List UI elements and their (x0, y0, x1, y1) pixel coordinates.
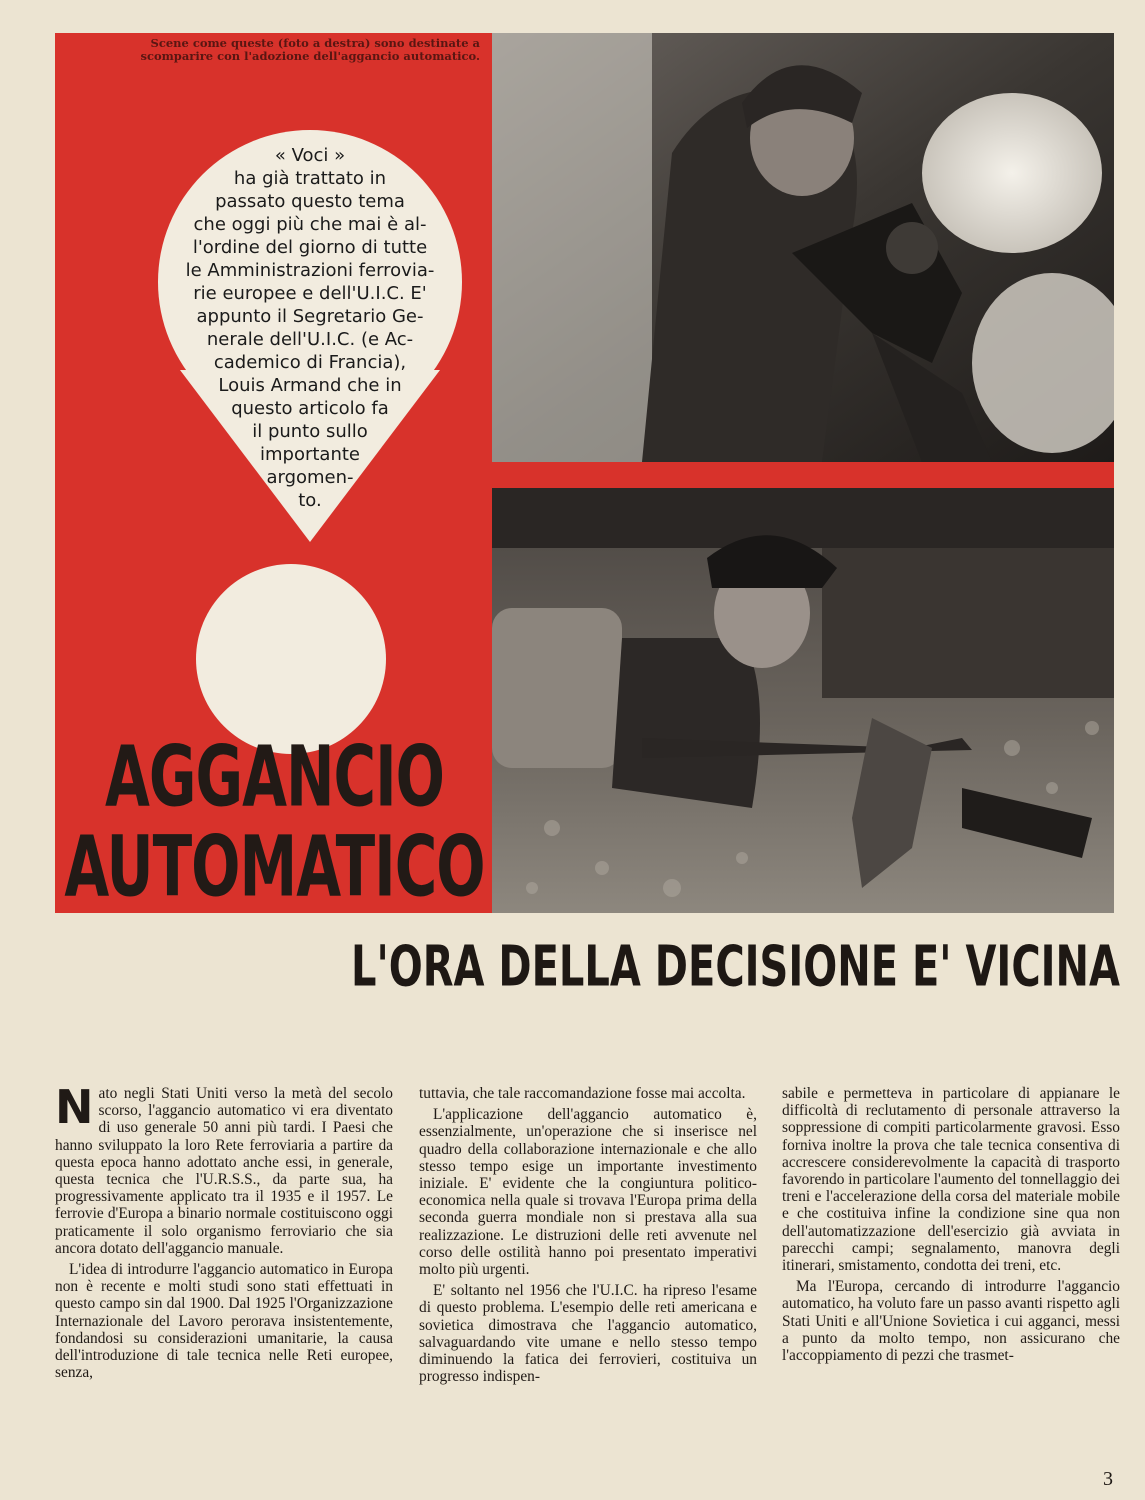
article-column-2 (419, 1085, 757, 1389)
exclamation-dot (196, 564, 386, 754)
page-number: 3 (1103, 1468, 1113, 1490)
article-column-3 (782, 1085, 1120, 1368)
photo-caption: Scene come queste (foto a destra) sono destinate a scomparire con l'adozione dell'aggancio automatico. (140, 36, 480, 63)
article-body (55, 1080, 1120, 1470)
intro-text: « Voci » ha già trattato in passato questo tema che oggi più che mai è al- l'ordine del giorno di tutte le Amministrazioni ferrovia- rie europee e dell'U.I.C. E' appunto il Segretario Ge- nerale dell'U.I.C. (e Ac- cademico di Francia), Louis Armand che in questo articolo fa il punto sullo importante argomen- to. (185, 145, 435, 511)
photo-worker-snow (492, 33, 1114, 462)
paragraph: Ma l'Europa, cercando di introdurre l'aggancio automatico, ha voluto fare un passo avanti rispetto agli Stati Uniti e all'Unione Sovietica i cui agganci, messi a punto da molto tempo, non assicurano che l'accoppiamento di pezzi che trasmet- (782, 1278, 1120, 1365)
paragraph: sabile e permetteva in particolare di appianare le difficoltà di reclutamento di personale attraverso la soppressione di compiti particolarmente gravosi. Esso forniva inoltre la prova che tale tecnica consentiva di accrescere considerevolmente la capacità di trasporto favorendo in particolare l'aumento del tonnellaggio dei treni e l'accelerazione della corsa del materiale mobile e che costituiva infine la condizione sine qua non dell'automatizzazione dell'esercizio già avviata in parecchi campi; segnalamento, manovra degli itinerari, smistamento, condotta dei treni, etc. (782, 1085, 1120, 1275)
headline-line-1: AGGANCIO (105, 727, 444, 826)
photo-railwayman (492, 488, 1114, 913)
drop-cap: N (55, 1080, 94, 1134)
paragraph: L'idea di introdurre l'aggancio automatico in Europa non è recente e molti studi sono stati effettuati in questo campo sin dal 1900. Dal 1925 l'Organizzazione Internazionale del Lavoro perorava insistentemente, fondandosi su considerazioni umanitarie, la causa dell'introduzione di tale tecnica nelle Reti europee, senza, (55, 1261, 393, 1382)
red-divider-strip (490, 462, 1114, 488)
subheadline: L'ORA DELLA DECISIONE E' VICINA (350, 935, 1120, 1000)
paragraph: tuttavia, che tale raccomandazione fosse mai accolta. (419, 1085, 746, 1102)
paragraph: L'applicazione dell'aggancio automatico è, essenzialmente, un'operazione che si inserisce nel quadro della collaborazione internazionale e che allo stesso tempo esige un importante investimento iniziale. E' evidente che la congiuntura politico-economica nella quale si trovava l'Europa prima della seconda guerra mondiale non si prestava alla sua realizzazione. Le distruzioni delle reti avvenute nel corso delle ostilità hanno poi presentato imperativi molto più urgenti. (419, 1106, 757, 1279)
headline-line-2: AUTOMATICO (64, 817, 485, 916)
article-column-1: Nato negli Stati Uniti verso la metà del secolo scorso, l'aggancio automatico vi era diventato di uso generale 50 anni più tardi. I Paesi che hanno sviluppato la loro Rete ferroviaria a partire da questa epoca hanno adottato anche essi, in generale, questa tecnica che l'U.R.S.S., da parte sua, ha progressivamente applicato tra il 1935 e il 1957. Le ferrovie d'Europa a binario normale costituiscono oggi praticamente il solo organismo ferroviario che sia ancora dotato dell'aggancio manuale. L'idea di introdurre l'aggancio automatico in Europa non è recente e molti studi sono stati effettuati in questo campo sin dal 1900. Dal 1925 l'Organizzazione Internazionale del Lavoro perorava insistentemente, fondandosi su considerazioni umanitarie, la causa dell'introduzione di tale tecnica nelle Reti europee, senza, (55, 1080, 393, 1382)
paragraph: E' soltanto nel 1956 che l'U.I.C. ha ripreso l'esame di questo problema. L'esempio delle reti americana e sovietica dimostrava che l'aggancio automatico, salvaguardando vite umane e nello stesso tempo diminuendo la fatica dei ferrovieri, costituiva un progresso indispen- (419, 1282, 757, 1386)
